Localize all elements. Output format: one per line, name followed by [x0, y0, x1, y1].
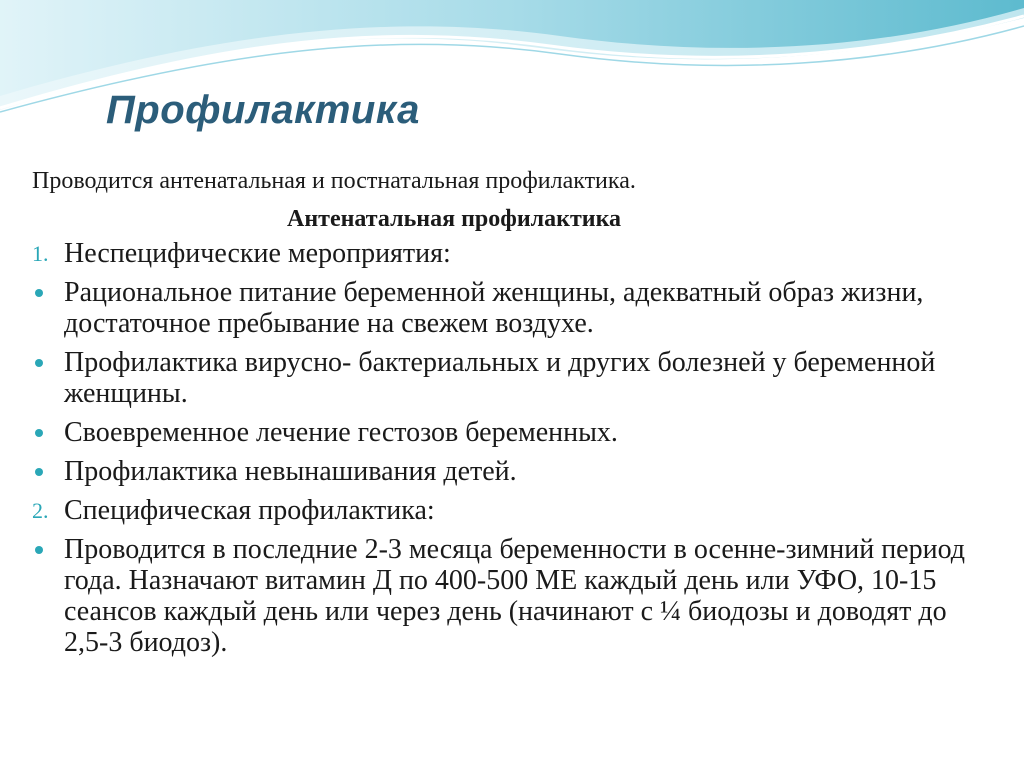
list-item-text: Профилактика вирусно- бактериальных и других болезней у беременной женщины.: [64, 347, 936, 409]
list-item: [32, 456, 992, 487]
intro-text: Проводится антенатальная и постнатальная профилактика.: [32, 168, 636, 194]
bullet-icon: [35, 359, 43, 367]
list-item-text: Профилактика невынашивания детей.: [64, 456, 517, 487]
section-subtitle: Антенатальная профилактика: [287, 206, 622, 232]
bullet-icon: [35, 468, 43, 476]
list-number: 1.: [32, 241, 49, 266]
list-item: [32, 534, 992, 658]
slide-title: Профилактика: [106, 88, 420, 132]
list-item-text: Специфическая профилактика:: [64, 495, 435, 526]
list-item: [32, 417, 992, 448]
list-number: 2.: [32, 498, 49, 523]
list-item: [32, 347, 992, 409]
list-item: [32, 277, 992, 339]
list-item: [32, 238, 992, 269]
list-item: [32, 495, 992, 526]
bullet-icon: [35, 546, 43, 554]
list-item-text: Рациональное питание беременной женщины, адекватный образ жизни, достаточное пребывание на свежем воздухе.: [64, 277, 924, 339]
bullet-icon: [35, 429, 43, 437]
list-item-text: Проводится в последние 2-3 месяца беременности в осенне-зимний период года. Назначают витамин Д по 400-500 МЕ каждый день или УФО, 10-15 сеансов каждый день или через день (начинают с ¼ биодозы и доводят до 2,5-3 биодоз).: [64, 534, 966, 658]
bullet-icon: [35, 289, 43, 297]
list-item-text: Своевременное лечение гестозов беременных.: [64, 417, 618, 448]
slide-content: [32, 166, 992, 666]
list-item-text: Неспецифические мероприятия:: [64, 238, 451, 269]
